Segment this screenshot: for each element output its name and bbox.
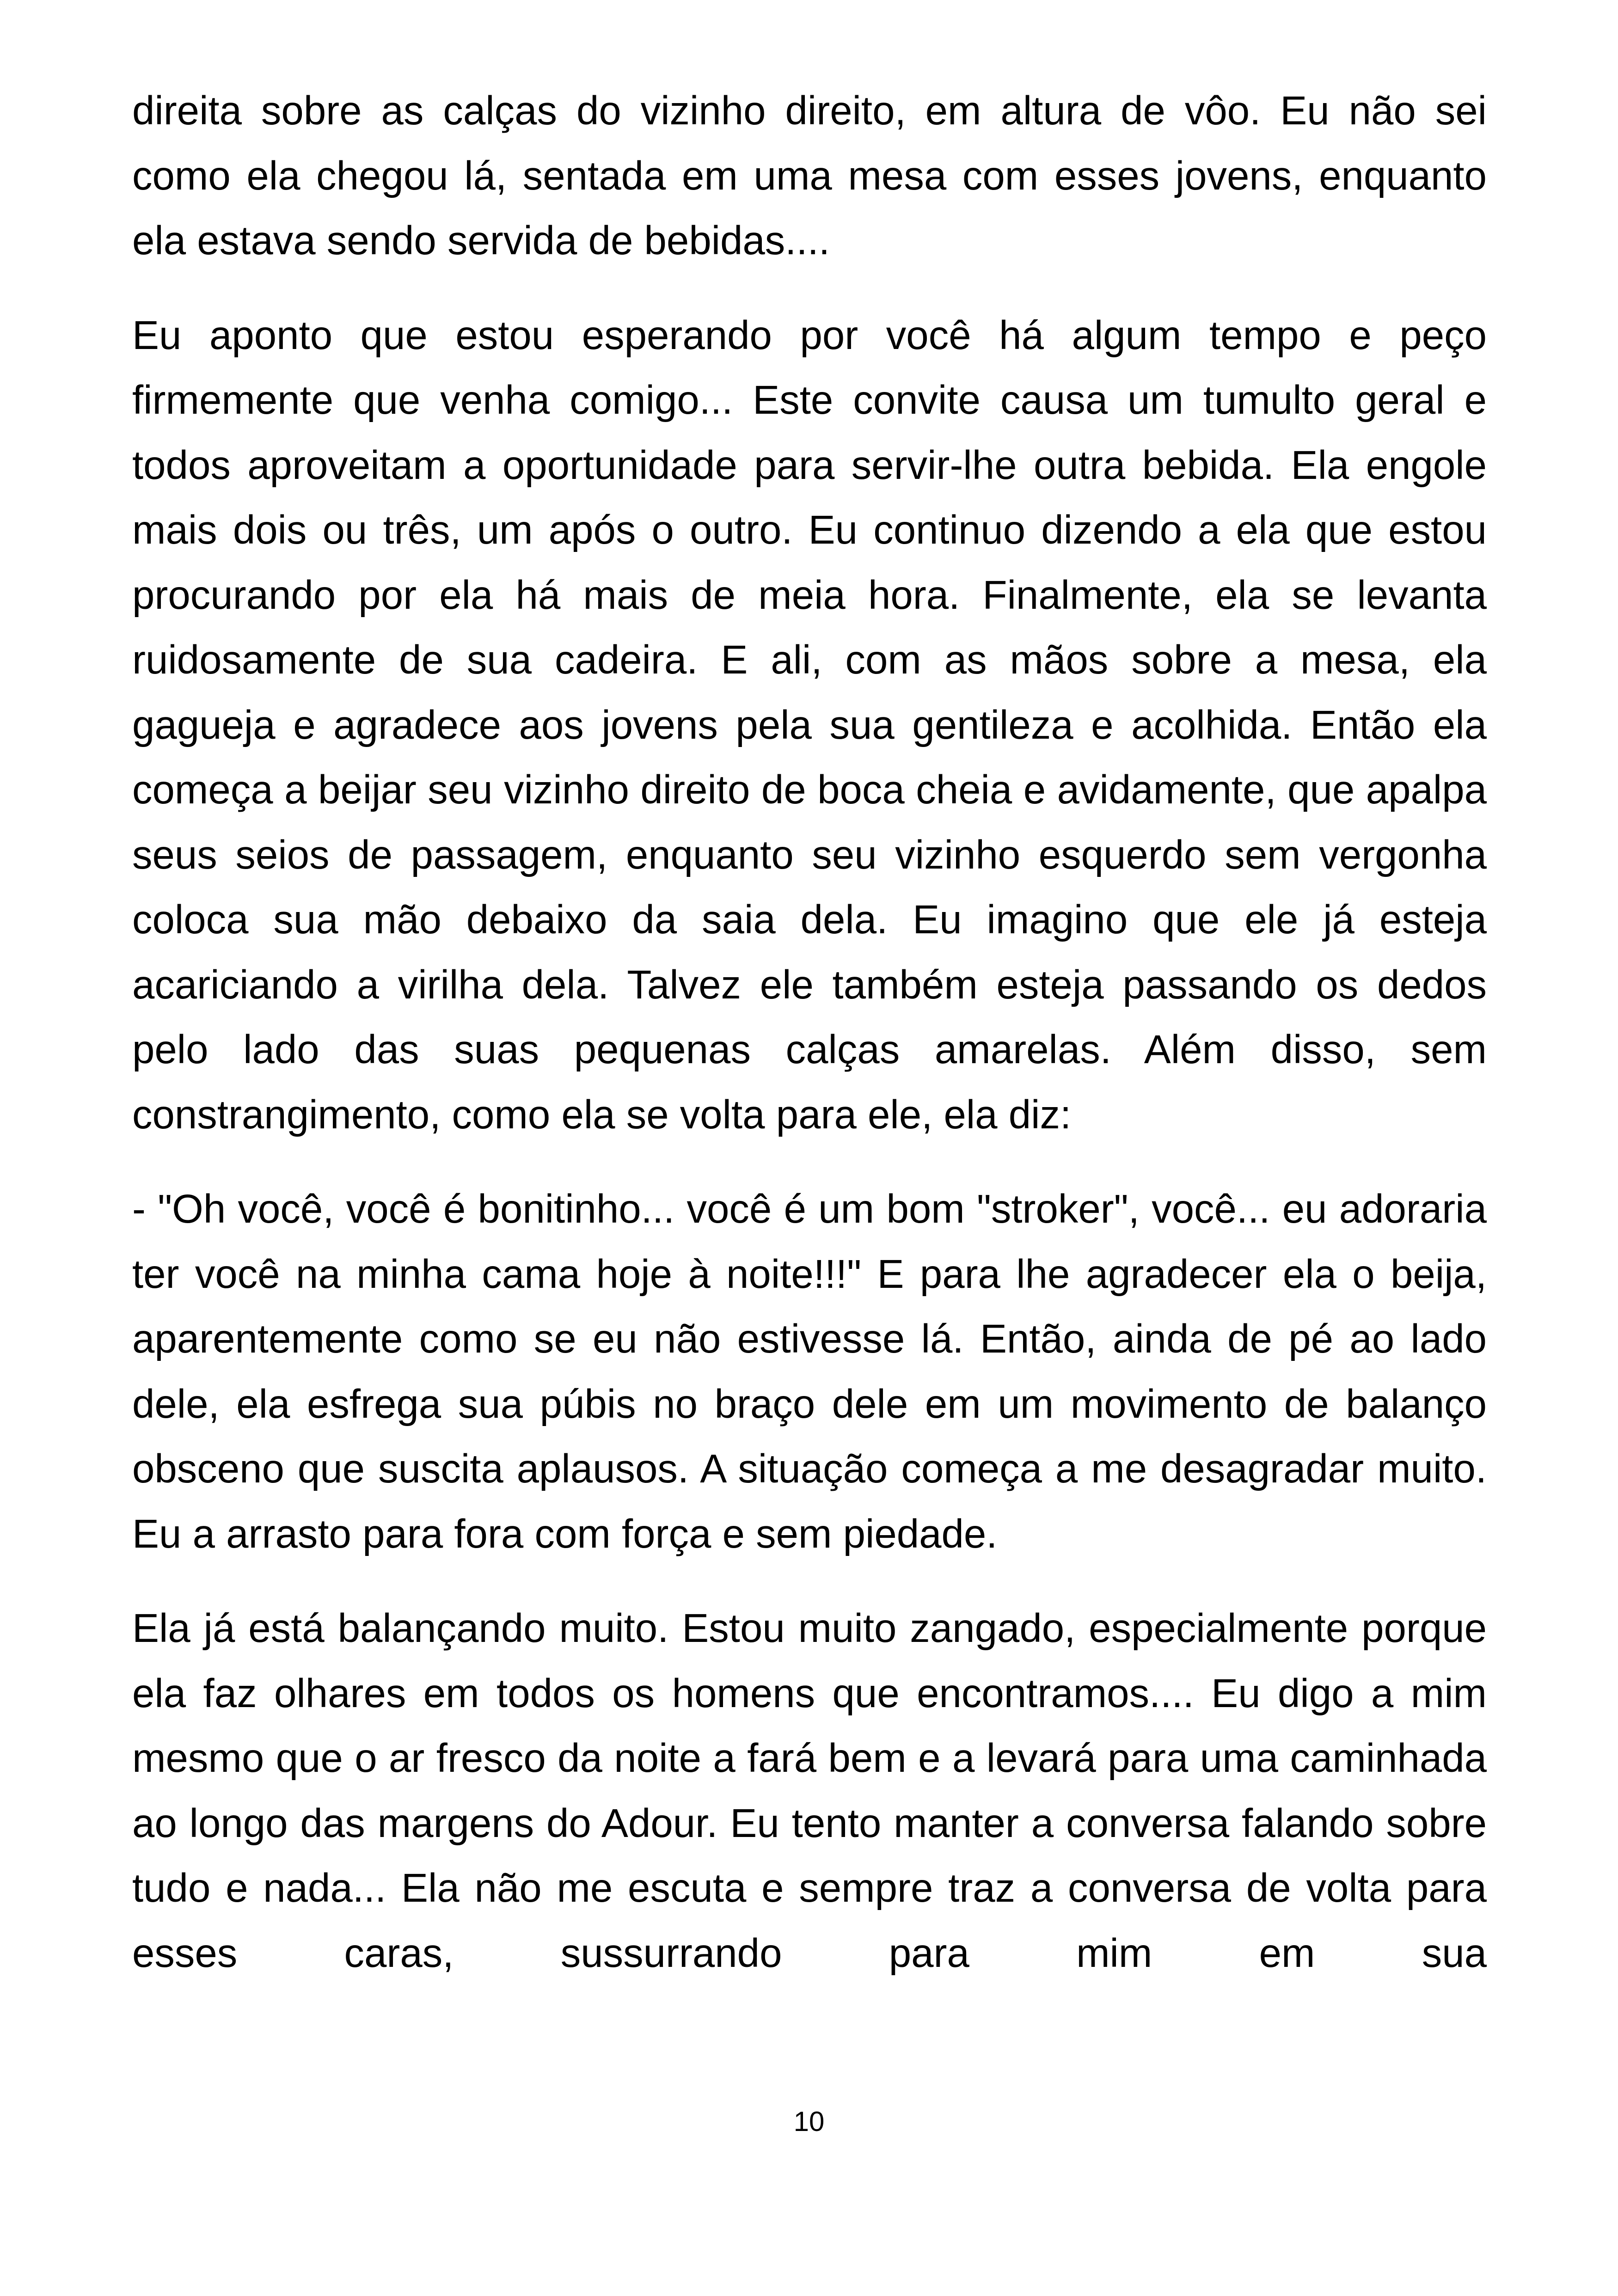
paragraph-1: direita sobre as calças do vizinho direito, em altura de vôo. Eu não sei como ela chegou lá, sentada em uma mesa com esses jovens, enquanto ela estava sendo servida de bebidas....	[132, 88, 1487, 263]
page-number: 10	[793, 2106, 825, 2137]
paragraph-4: Ela já está balançando muito. Estou muito zangado, especialmente porque ela faz olhares em todos os homens que encontramos.... Eu digo a mim mesmo que o ar fresco da noite a fará bem e a levará para uma caminhada ao longo das margens do Adour. Eu tento manter a conversa falando sobre tudo e nada... Ela não me escuta e sempre traz a conversa de volta para esses caras, sussurrando para mim em sua	[132, 1606, 1487, 1976]
paragraph-2: Eu aponto que estou esperando por você há algum tempo e peço firmemente que venha comigo... Este convite causa um tumulto geral e todos aproveitam a oportunidade para servir-lhe outra bebida. Ela engole mais dois ou três, um após o outro. Eu continuo dizendo a ela que estou procurando por ela há mais de meia hora. Finalmente, ela se levanta ruidosamente de sua cadeira. E ali, com as mãos sobre a mesa, ela gagueja e agradece aos jovens pela sua gentileza e acolhida. Então ela começa a beijar seu vizinho direito de boca cheia e avidamente, que apalpa seus seios de passagem, enquanto seu vizinho esquerdo sem vergonha coloca sua mão debaixo da saia dela. Eu imagino que ele já esteja acariciando a virilha dela. Talvez ele também esteja passando os dedos pelo lado das suas pequenas calças amarelas. Além disso, sem constrangimento, como ela se volta para ele, ela diz:	[132, 312, 1487, 1137]
paragraph-3: - "Oh você, você é bonitinho... você é um bom "stroker", você... eu adoraria ter você na minha cama hoje à noite!!!" E para lhe agradecer ela o beija, aparentemente como se eu não estivesse lá. Então, ainda de pé ao lado dele, ela esfrega sua púbis no braço dele em um movimento de balanço obsceno que suscita aplausos. A situação começa a me desagradar muito. Eu a arrasto para fora com força e sem piedade.	[132, 1187, 1487, 1556]
text-body	[132, 79, 1487, 1986]
